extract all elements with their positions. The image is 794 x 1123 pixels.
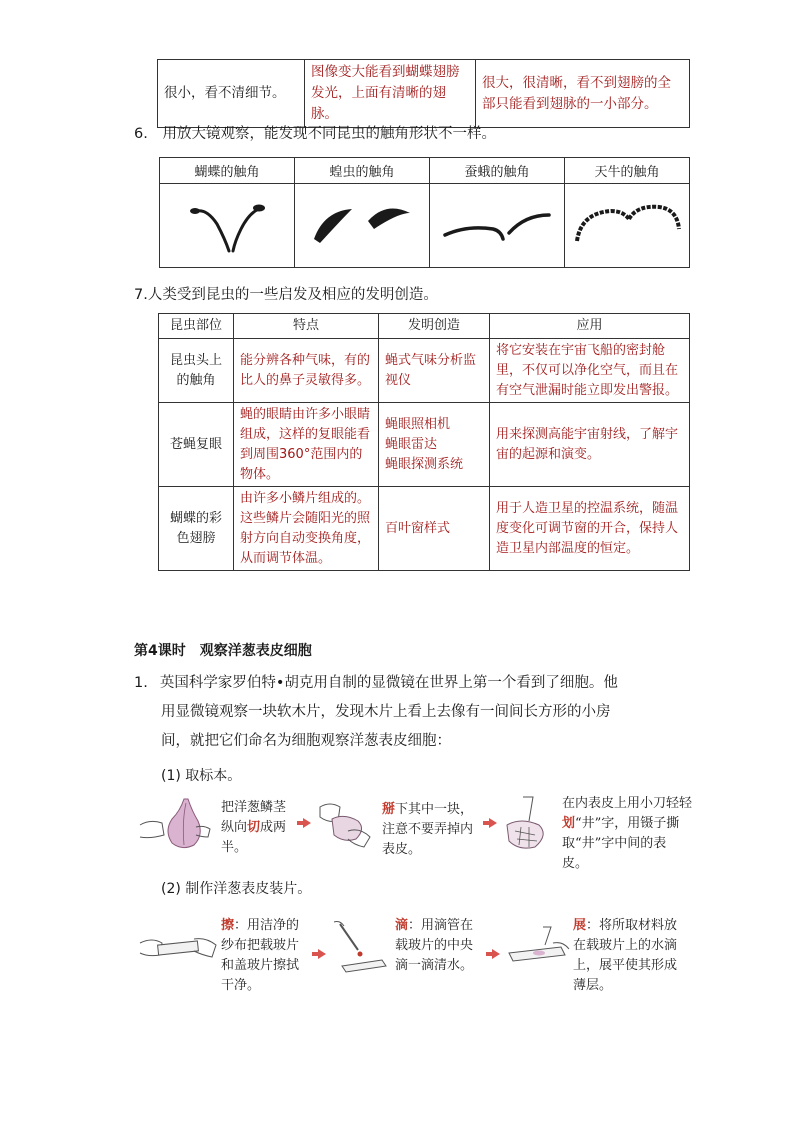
table-row: [159, 403, 690, 487]
table-cell: 将它安装在宇宙飞船的密封舱里，不仅可以净化空气，而且在有空气泄漏时能立即发出警报。: [490, 339, 690, 403]
question-7: 7.人类受到昆虫的一些启发及相应的发明创造。: [134, 287, 438, 303]
step-text-part: 下其中一块，注意不要弄掉内表皮。: [382, 802, 474, 857]
microscope-comparison-table: [157, 59, 690, 128]
step-keyword: 划: [562, 816, 576, 831]
step-scratch-text: [562, 794, 692, 874]
lesson-question-1: [134, 669, 694, 756]
step-keyword: 切: [247, 820, 261, 835]
question-text-line: 英国科学家罗伯特•胡克用自制的显微镜在世界上第一个看到了细胞。他: [159, 675, 618, 691]
table-cell: 能分辨各种气味，有的比人的鼻子灵敏得多。: [234, 339, 379, 403]
arrow-icon: [303, 818, 311, 828]
drop-water-illustration: [330, 920, 390, 984]
step-text-part: 成两半。: [221, 820, 287, 855]
table-cell: 百叶窗样式: [379, 487, 490, 571]
butterfly-antenna-image: [160, 184, 295, 268]
table-cell: 昆虫头上的触角: [159, 339, 234, 403]
table-header: 昆虫部位: [159, 314, 234, 339]
table-header: 特点: [234, 314, 379, 339]
table-cell: 用来探测高能宇宙射线，了解宇宙的起源和演变。: [490, 403, 690, 487]
longhorn-antenna-image: [565, 184, 690, 268]
table-header: 蝗虫的触角: [295, 158, 430, 184]
table-cell: 由许多小鳞片组成的。这些鳞片会随阳光的照射方向自动变换角度，从而调节体温。: [234, 487, 379, 571]
step-keyword: 擦: [221, 918, 235, 933]
table-row: [159, 339, 690, 403]
step2-label: (2) 制作洋葱表皮装片。: [161, 881, 312, 897]
step-text-part: ：用洁净的纱布把载玻片和盖玻片擦拭干净。: [221, 918, 300, 993]
table-cell: 蝇式气味分析监视仪: [379, 339, 490, 403]
step-keyword: 滴: [395, 918, 409, 933]
antenna-table: [159, 157, 690, 268]
table-cell: 用于人造卫星的控温系统，随温度变化可调节窗的开合，保持人造卫星内部温度的恒定。: [490, 487, 690, 571]
step-spread-text: [573, 916, 687, 996]
locust-antenna-image: [295, 184, 430, 268]
wipe-slide-illustration: [138, 925, 218, 979]
table-cell: 蝇的眼睛由许多小眼睛组成，这样的复眼能看到周围360°范围内的物体。: [234, 403, 379, 487]
lesson-title: 第4课时 观察洋葱表皮细胞: [134, 643, 312, 659]
table-header: 应用: [490, 314, 690, 339]
table-header: 蝴蝶的触角: [160, 158, 295, 184]
step-text-part: 在内表皮上用小刀轻轻: [562, 796, 693, 811]
table-header: 天牛的触角: [565, 158, 690, 184]
step-text-part: ：用滴管在载玻片的中央滴一滴清水。: [395, 918, 474, 973]
inspiration-table: [158, 313, 690, 571]
table-cell: 苍蝇复眼: [159, 403, 234, 487]
invention-line: 蝇眼雷达: [385, 436, 438, 452]
invention-line: 蝇眼照相机: [385, 416, 451, 432]
step-text-part: 把洋葱鳞茎纵向: [221, 800, 287, 835]
onion-peel-illustration: [314, 797, 374, 856]
onion-scratch-illustration: [499, 795, 557, 859]
table-cell: 很大，很清晰，看不到翅膀的全部只能看到翅脉的一小部分。: [476, 60, 690, 128]
step-drop-text: [395, 916, 481, 976]
table-cell: 图像变大能看到蝴蝶翅膀发光，上面有清晰的翅脉。: [305, 60, 476, 128]
question-number: 1.: [134, 675, 148, 691]
arrow-icon: [492, 949, 500, 959]
step-break-text: [382, 800, 478, 860]
invention-line: 蝇眼探测系统: [385, 456, 464, 472]
question-number: 6.: [134, 126, 148, 142]
arrow-icon: [318, 949, 326, 959]
onion-cut-illustration: [138, 793, 213, 857]
question-text-line: 用显微镜观察一块软木片，发现木片上看上去像有一间间长方形的小房: [161, 704, 611, 720]
question-6: [134, 123, 496, 145]
table-cell: 很小，看不清细节。: [158, 60, 305, 128]
table-cell: [379, 403, 490, 487]
step1-label: (1) 取标本。: [161, 768, 242, 784]
silkmoth-antenna-image: [430, 184, 565, 268]
question-text-line: 间，就把它们命名为细胞观察洋葱表皮细胞：: [161, 733, 451, 749]
table-header: 发明创造: [379, 314, 490, 339]
step-text-part: ：将所取材料放在载玻片上的水滴上，展平使其形成薄层。: [573, 918, 678, 993]
arrow-icon: [489, 818, 497, 828]
table-cell: 蝴蝶的彩色翅膀: [159, 487, 234, 571]
step-keyword: 展: [573, 918, 587, 933]
table-header: 蚕蛾的触角: [430, 158, 565, 184]
step-text-part: “井”字，用镊子撕取“井”字中间的表皮。: [562, 816, 680, 871]
spread-tissue-illustration: [503, 925, 571, 979]
table-row: [159, 487, 690, 571]
step-cut-text: [221, 798, 291, 858]
step-wipe-text: [221, 916, 307, 996]
step-keyword: 掰: [382, 802, 396, 817]
question-text: 用放大镜观察，能发现不同昆虫的触角形状不一样。: [162, 126, 496, 142]
